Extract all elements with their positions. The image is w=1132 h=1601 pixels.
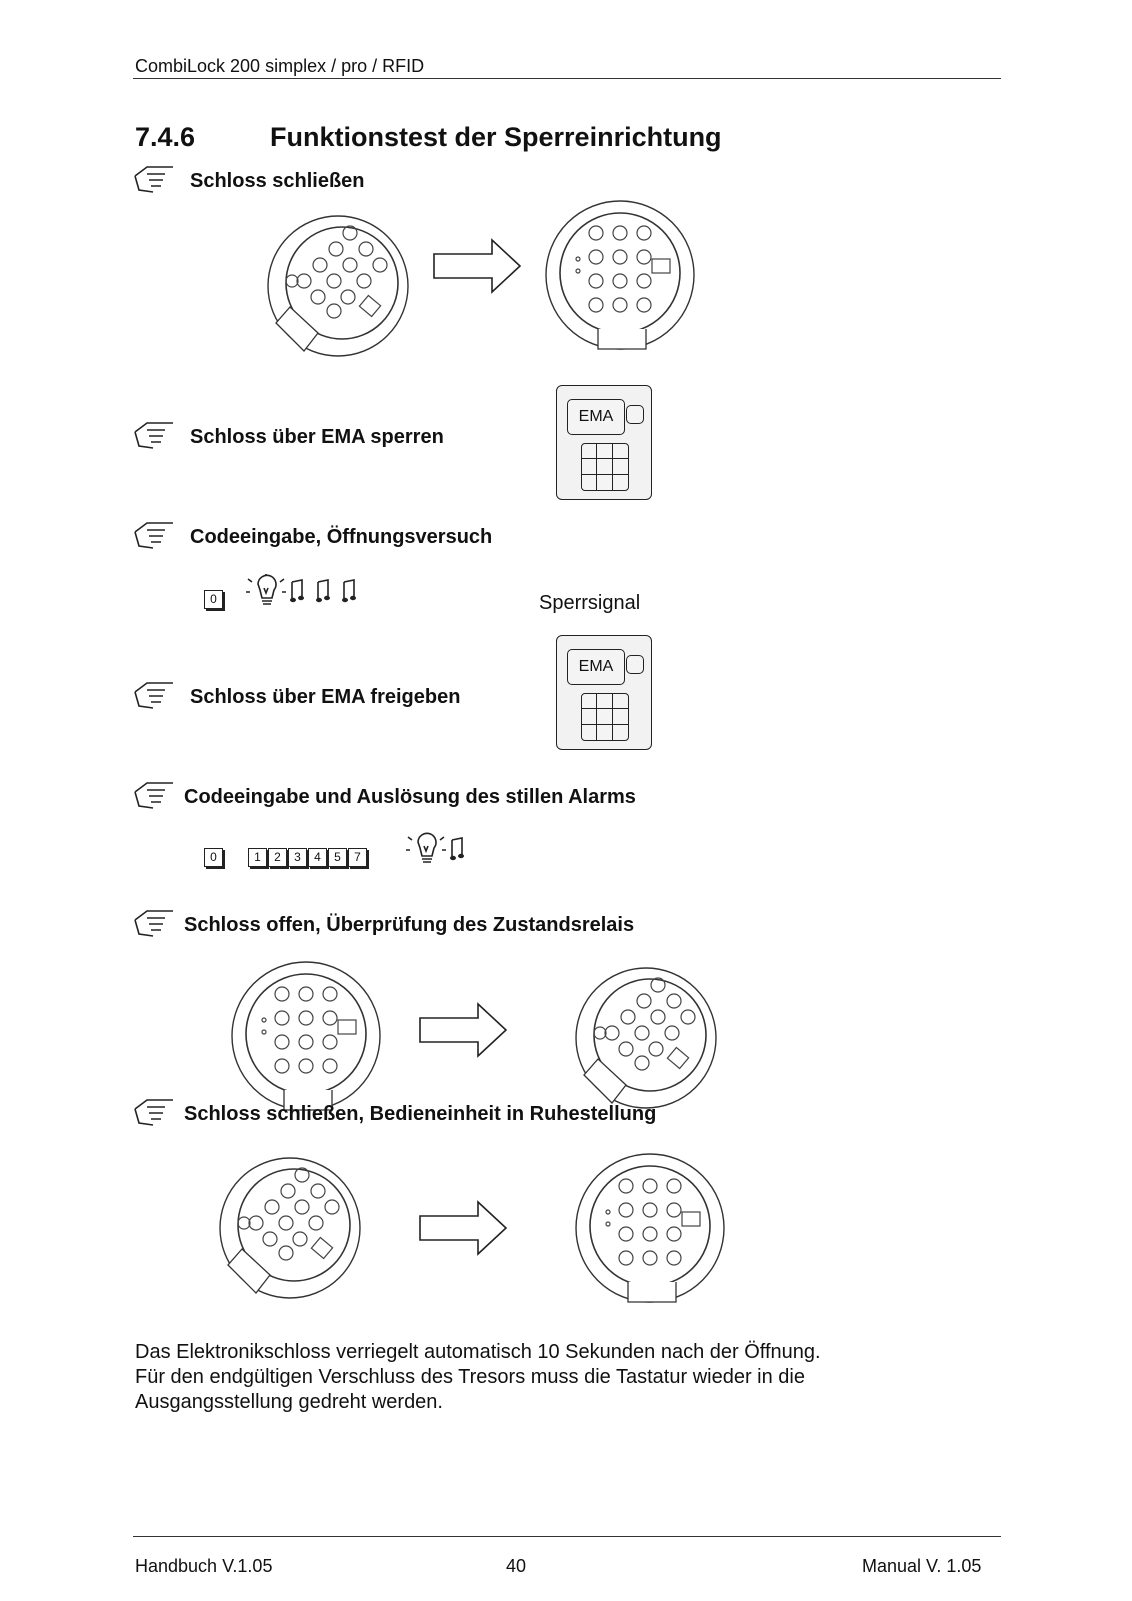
key-cap: 3	[288, 848, 307, 867]
pointing-hand-icon	[133, 520, 175, 550]
step-label: Schloss schließen, Bedieneinheit in Ruhestellung	[184, 1103, 657, 1125]
lamp-and-beep-icon	[404, 832, 472, 872]
key-cap: 5	[328, 848, 347, 867]
running-header: CombiLock 200 simplex / pro / RFID	[135, 56, 425, 76]
key-zero	[204, 590, 224, 609]
step-label: Codeeingabe und Auslösung des stillen Alarms	[184, 786, 636, 808]
step-label: Schloss schließen	[190, 170, 365, 192]
key-cap: 4	[308, 848, 327, 867]
ema-label: EMA	[567, 649, 625, 685]
keypad-upright-image	[226, 958, 388, 1118]
key-zero	[204, 848, 224, 867]
arrow-right-icon	[432, 238, 524, 294]
arrow-right-icon	[418, 1200, 510, 1256]
pointing-hand-icon	[133, 1097, 175, 1127]
step-label: Schloss über EMA sperren	[190, 426, 444, 448]
pointing-hand-icon	[133, 164, 175, 194]
paragraph-line: Für den endgültigen Verschluss des Tresors muss die Tastatur wieder in die	[135, 1366, 805, 1388]
signal-label: Sperrsignal	[539, 592, 641, 614]
step-label: Schloss offen, Überprüfung des Zustandsrelais	[184, 914, 635, 936]
key-cap: 1	[248, 848, 267, 867]
section-number: 7.4.6	[135, 122, 196, 152]
footer-right: Manual V. 1.05	[862, 1556, 982, 1576]
key-cap: 0	[204, 590, 223, 609]
key-cap: 0	[204, 848, 223, 867]
ema-indicator	[626, 405, 644, 424]
page-number: 40	[506, 1556, 527, 1576]
keypad-upright-image	[540, 197, 702, 357]
ema-keypad	[581, 443, 629, 491]
paragraph-line: Das Elektronikschloss verriegelt automatisch 10 Sekunden nach der Öffnung.	[135, 1341, 821, 1363]
pointing-hand-icon	[133, 420, 175, 450]
keypad-rotated-image	[210, 1155, 372, 1303]
paragraph-line: Ausgangsstellung gedreht werden.	[135, 1391, 443, 1413]
keypad-rotated-image	[566, 965, 728, 1113]
step-label: Schloss über EMA freigeben	[190, 686, 461, 708]
key-cap: 7	[348, 848, 367, 867]
pointing-hand-icon	[133, 908, 175, 938]
keypad-rotated-image	[258, 213, 420, 361]
ema-device	[556, 385, 652, 500]
ema-label: EMA	[567, 399, 625, 435]
footer-rule	[133, 1536, 1001, 1537]
keypad-upright-image	[570, 1150, 732, 1310]
arrow-right-icon	[418, 1002, 510, 1058]
ema-indicator	[626, 655, 644, 674]
pointing-hand-icon	[133, 680, 175, 710]
header-rule	[133, 78, 1001, 79]
ema-device	[556, 635, 652, 750]
lamp-and-beep-icon	[244, 574, 366, 614]
section-title: Funktionstest der Sperreinrichtung	[270, 122, 722, 152]
code-keys	[248, 848, 368, 867]
footer-left: Handbuch V.1.05	[135, 1556, 273, 1576]
key-cap: 2	[268, 848, 287, 867]
ema-keypad	[581, 693, 629, 741]
closing-paragraph	[135, 1340, 995, 1415]
step-label: Codeeingabe, Öffnungsversuch	[190, 526, 493, 548]
pointing-hand-icon	[133, 780, 175, 810]
